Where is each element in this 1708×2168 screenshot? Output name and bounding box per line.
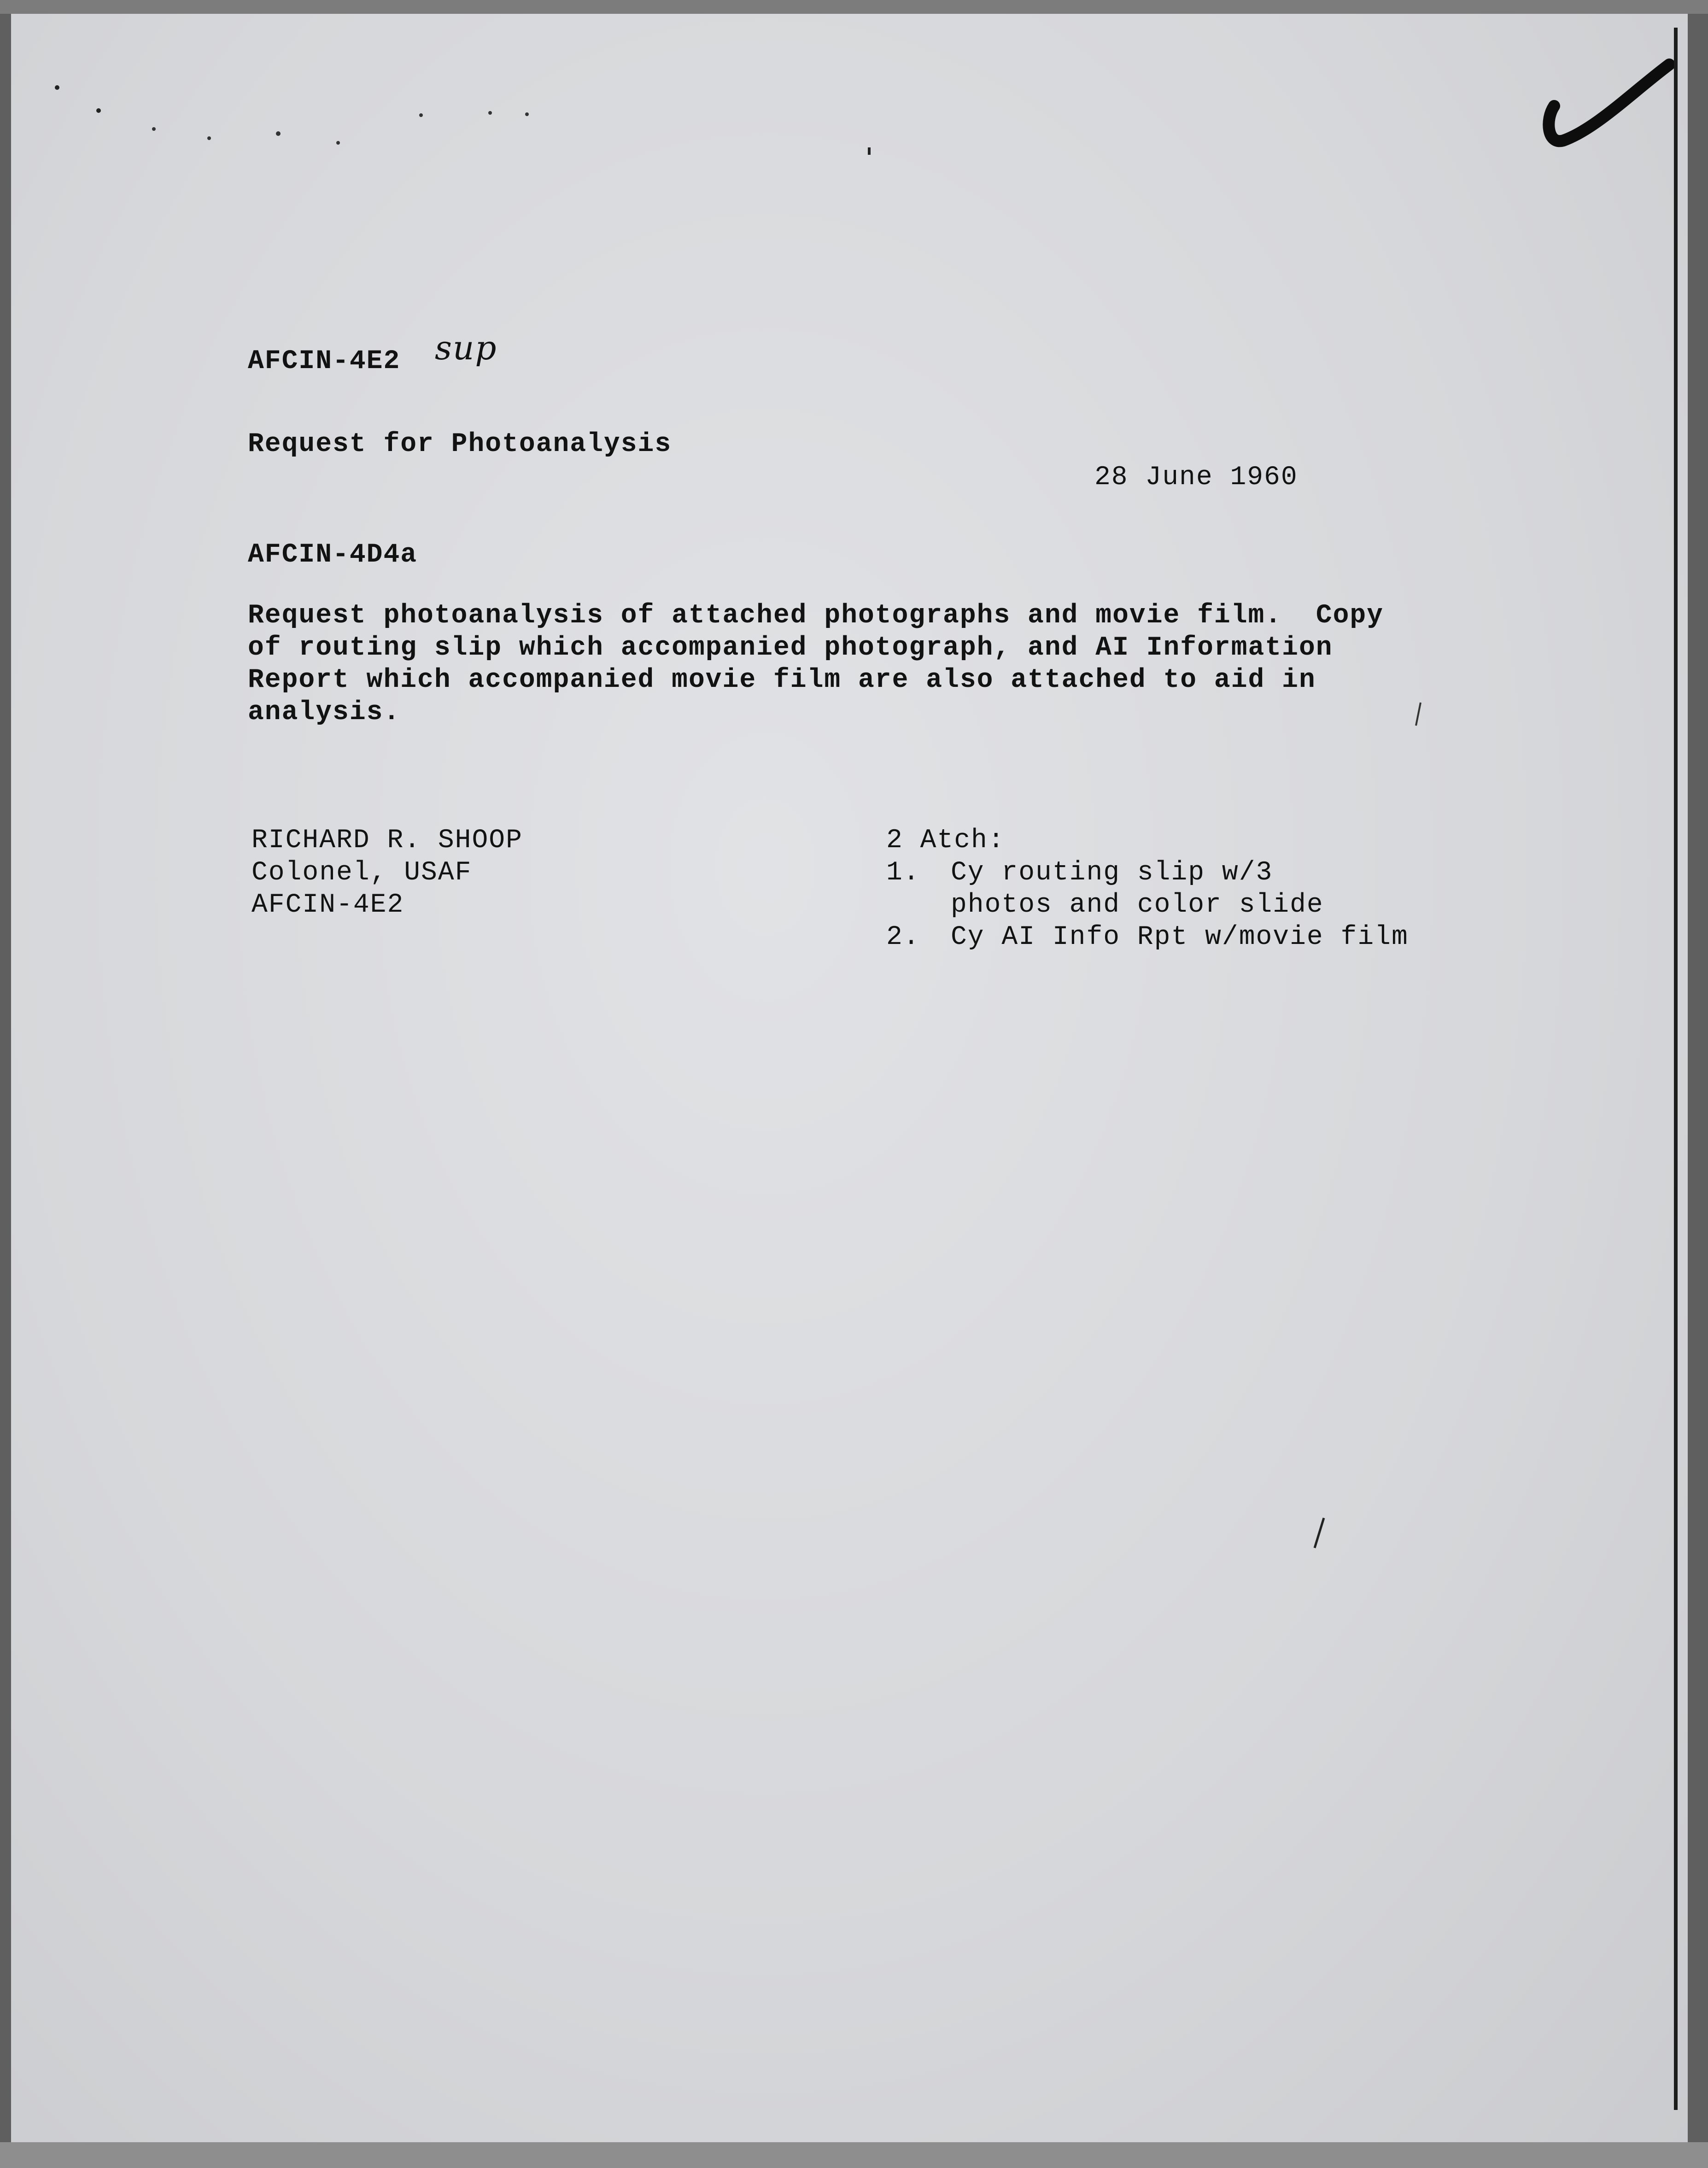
attachment-text: Cy routing slip w/3 — [951, 858, 1273, 888]
scan-bottom-edge — [0, 2142, 1708, 2168]
attachment-text: photos and color slide — [951, 890, 1324, 920]
stray-mark — [1310, 1516, 1328, 1553]
body-line: analysis. — [248, 697, 401, 727]
addressee: AFCIN-4D4a — [248, 540, 418, 570]
attachment-text: Cy AI Info Rpt w/movie film — [951, 922, 1409, 952]
body-line: Report which accompanied movie film are also attached to aid in — [248, 665, 1316, 695]
document-date: 28 June 1960 — [1094, 463, 1298, 492]
stray-mark — [1411, 700, 1425, 732]
attachment-number: 2. — [886, 922, 920, 952]
signer-office: AFCIN-4E2 — [252, 890, 404, 920]
attachment-number: 1. — [886, 858, 920, 888]
scan-specks — [39, 60, 914, 180]
body-line: of routing slip which accompanied photograph, and AI Information — [248, 633, 1333, 663]
right-margin-rule — [1674, 28, 1678, 2110]
attachments-heading: 2 Atch: — [886, 826, 1005, 855]
signer-rank: Colonel, USAF — [252, 858, 472, 888]
signer-name: RICHARD R. SHOOP — [252, 826, 523, 855]
checkmark-icon — [1527, 51, 1679, 161]
document-page — [11, 14, 1688, 2147]
office-code: AFCIN-4E2 — [248, 346, 401, 376]
scan-top-edge — [0, 0, 1708, 14]
body-line: Request photoanalysis of attached photographs and movie film. Copy — [248, 601, 1384, 631]
handwritten-initials: sup — [435, 328, 497, 367]
subject-line: Request for Photoanalysis — [248, 429, 672, 459]
